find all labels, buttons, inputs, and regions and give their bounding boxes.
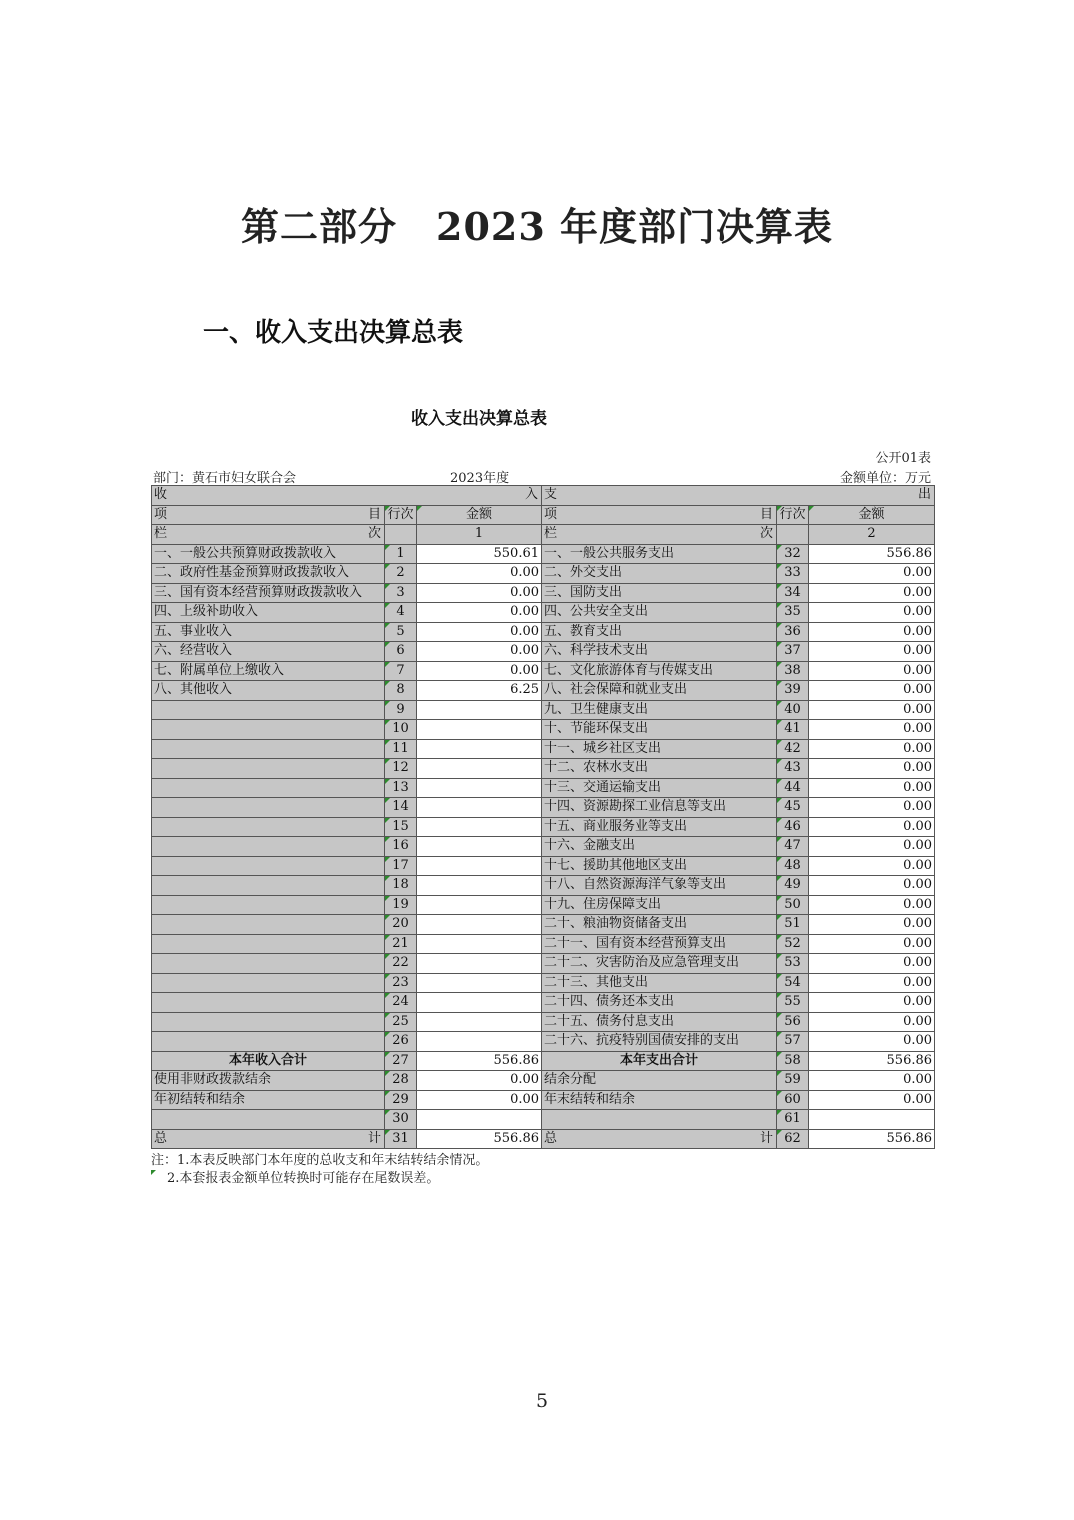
table-row <box>152 876 935 896</box>
expense-row-number: 32 <box>777 544 809 564</box>
income-row-number: 1 <box>385 544 417 564</box>
expense-amount-cell: 0.00 <box>809 700 935 720</box>
expense-row-number: 37 <box>777 642 809 662</box>
expense-item-cell: 三、国防支出 <box>542 583 777 603</box>
income-item-cell <box>152 739 385 759</box>
header-row-1 <box>152 486 935 506</box>
expense-row-number: 57 <box>777 1032 809 1052</box>
expense-amount-cell: 0.00 <box>809 934 935 954</box>
income-item-cell <box>152 934 385 954</box>
income-row-number: 26 <box>385 1032 417 1052</box>
income-row-number: 8 <box>385 681 417 701</box>
income-row-number: 3 <box>385 583 417 603</box>
table-row <box>152 720 935 740</box>
amount-unit: 金额单位：万元 <box>839 471 931 486</box>
table-row <box>152 993 935 1013</box>
income-item-cell <box>152 1032 385 1052</box>
table-row <box>152 603 935 623</box>
expense-item-cell: 一、一般公共服务支出 <box>542 544 777 564</box>
income-total-label-left: 总 <box>154 1130 168 1146</box>
income-amount-cell <box>417 973 542 993</box>
income-row-number: 20 <box>385 915 417 935</box>
income-item-cell <box>152 700 385 720</box>
income-item-cell <box>152 993 385 1013</box>
expense-item-cell: 十一、城乡社区支出 <box>542 739 777 759</box>
income-item-cell: 本年收入合计 <box>152 1051 385 1071</box>
income-amount-cell <box>417 720 542 740</box>
table-row <box>152 564 935 584</box>
income-amount-cell <box>417 895 542 915</box>
expense-amount-cell: 0.00 <box>809 778 935 798</box>
expense-amount-cell: 0.00 <box>809 1012 935 1032</box>
expense-row-number: 40 <box>777 700 809 720</box>
expense-amount-cell: 0.00 <box>809 1071 935 1091</box>
subtotal-row <box>152 1051 935 1071</box>
income-amount-cell <box>417 798 542 818</box>
table-notes <box>151 1152 488 1188</box>
expense-item-cell: 五、教育支出 <box>542 622 777 642</box>
expense-amount-cell: 0.00 <box>809 661 935 681</box>
income-amount-cell <box>417 837 542 857</box>
income-row-number: 23 <box>385 973 417 993</box>
expense-item-header <box>542 505 777 525</box>
expense-amount-cell: 0.00 <box>809 1032 935 1052</box>
table-row <box>152 778 935 798</box>
table-row <box>152 583 935 603</box>
expense-amount-cell: 0.00 <box>809 622 935 642</box>
expense-header-left: 支 <box>544 487 558 503</box>
expense-amount-cell: 0.00 <box>809 642 935 662</box>
table-row <box>152 681 935 701</box>
income-row-number: 7 <box>385 661 417 681</box>
income-item-cell <box>152 954 385 974</box>
income-column-blank <box>385 525 417 545</box>
income-amount-cell <box>417 1032 542 1052</box>
expense-row-number: 61 <box>777 1110 809 1130</box>
note-1: 注：1.本表反映部门本年度的总收支和年末结转结余情况。 <box>151 1153 489 1168</box>
income-column-number: 1 <box>417 525 542 545</box>
income-amount-cell <box>417 778 542 798</box>
expense-column-label <box>542 525 777 545</box>
expense-row-number: 36 <box>777 622 809 642</box>
expense-amount-cell: 0.00 <box>809 798 935 818</box>
income-header-cell <box>152 486 542 506</box>
expense-amount-cell: 556.86 <box>809 1051 935 1071</box>
table-row <box>152 1110 935 1130</box>
income-row-number: 24 <box>385 993 417 1013</box>
income-total-label-right: 计 <box>367 1130 381 1146</box>
table-row <box>152 700 935 720</box>
income-header-left: 收 <box>154 487 168 503</box>
income-row-number: 11 <box>385 739 417 759</box>
expense-amount-header: 金额 <box>809 505 935 525</box>
expense-total-amount: 556.86 <box>809 1129 935 1149</box>
income-amount-cell <box>417 759 542 779</box>
table-row <box>152 1012 935 1032</box>
table-row <box>152 934 935 954</box>
income-row-number: 4 <box>385 603 417 623</box>
income-amount-cell <box>417 1110 542 1130</box>
income-expense-table <box>151 485 935 1149</box>
income-item-cell: 六、经营收入 <box>152 642 385 662</box>
expense-item-cell: 十四、资源勘探工业信息等支出 <box>542 798 777 818</box>
expense-row-number: 62 <box>777 1129 809 1149</box>
expense-amount-cell: 0.00 <box>809 1090 935 1110</box>
income-column-label-right: 次 <box>367 526 381 541</box>
income-item-cell <box>152 798 385 818</box>
expense-row-number: 42 <box>777 739 809 759</box>
expense-item-cell: 六、科学技术支出 <box>542 642 777 662</box>
expense-amount-cell: 0.00 <box>809 993 935 1013</box>
expense-row-number: 47 <box>777 837 809 857</box>
form-code: 公开01表 <box>875 451 931 466</box>
expense-row-number: 33 <box>777 564 809 584</box>
expense-row-number: 60 <box>777 1090 809 1110</box>
expense-item-cell: 二十三、其他支出 <box>542 973 777 993</box>
income-row-number: 2 <box>385 564 417 584</box>
expense-item-cell <box>542 1110 777 1130</box>
income-row-no-header: 行次 <box>385 505 417 525</box>
income-item-header-right: 目 <box>367 506 381 522</box>
income-amount-cell <box>417 934 542 954</box>
expense-column-blank <box>777 525 809 545</box>
table-row <box>152 856 935 876</box>
income-item-cell <box>152 915 385 935</box>
expense-item-cell: 二十二、灾害防治及应急管理支出 <box>542 954 777 974</box>
expense-item-cell: 结余分配 <box>542 1071 777 1091</box>
income-item-cell <box>152 817 385 837</box>
income-row-number: 12 <box>385 759 417 779</box>
expense-row-no-header: 行次 <box>777 505 809 525</box>
income-header-right: 入 <box>525 487 539 502</box>
note-2: 2.本套报表金额单位转换时可能存在尾数误差。 <box>151 1170 488 1188</box>
table-row <box>152 837 935 857</box>
income-amount-cell: 0.00 <box>417 642 542 662</box>
table-row <box>152 661 935 681</box>
income-item-cell <box>152 720 385 740</box>
expense-row-number: 35 <box>777 603 809 623</box>
expense-total-label-right: 计 <box>760 1130 774 1146</box>
income-row-number: 30 <box>385 1110 417 1130</box>
income-row-number: 22 <box>385 954 417 974</box>
expense-row-number: 41 <box>777 720 809 740</box>
income-amount-cell <box>417 700 542 720</box>
income-total-amount: 556.86 <box>417 1129 542 1149</box>
income-item-cell <box>152 856 385 876</box>
income-row-number: 16 <box>385 837 417 857</box>
income-amount-cell <box>417 856 542 876</box>
expense-row-number: 51 <box>777 915 809 935</box>
expense-column-label-right: 次 <box>760 526 774 541</box>
table-row <box>152 817 935 837</box>
table-row <box>152 1071 935 1091</box>
income-amount-cell: 0.00 <box>417 622 542 642</box>
income-amount-cell: 0.00 <box>417 1090 542 1110</box>
expense-amount-cell <box>809 1110 935 1130</box>
expense-header-cell <box>542 486 935 506</box>
income-item-cell <box>152 759 385 779</box>
income-total-label <box>152 1129 385 1149</box>
income-row-number: 10 <box>385 720 417 740</box>
income-row-number: 28 <box>385 1071 417 1091</box>
expense-row-number: 54 <box>777 973 809 993</box>
expense-row-number: 49 <box>777 876 809 896</box>
page-number: 5 <box>535 1390 549 1412</box>
expense-item-cell: 七、文化旅游体育与传媒支出 <box>542 661 777 681</box>
expense-item-cell: 十六、金融支出 <box>542 837 777 857</box>
expense-item-cell: 十九、住房保障支出 <box>542 895 777 915</box>
table-row <box>152 1090 935 1110</box>
income-item-cell <box>152 778 385 798</box>
expense-item-cell: 二十五、债务付息支出 <box>542 1012 777 1032</box>
income-row-number: 5 <box>385 622 417 642</box>
income-item-cell <box>152 895 385 915</box>
expense-item-cell: 二十六、抗疫特别国债安排的支出 <box>542 1032 777 1052</box>
income-item-cell: 七、附属单位上缴收入 <box>152 661 385 681</box>
expense-item-cell: 十七、援助其他地区支出 <box>542 856 777 876</box>
income-item-cell: 二、政府性基金预算财政拨款收入 <box>152 564 385 584</box>
income-amount-cell <box>417 739 542 759</box>
expense-amount-cell: 0.00 <box>809 817 935 837</box>
section-title: 一、收入支出决算总表 <box>203 318 464 348</box>
expense-item-cell: 二十四、债务还本支出 <box>542 993 777 1013</box>
expense-item-cell: 九、卫生健康支出 <box>542 700 777 720</box>
expense-item-cell: 十八、自然资源海洋气象等支出 <box>542 876 777 896</box>
income-row-number: 29 <box>385 1090 417 1110</box>
income-item-cell <box>152 837 385 857</box>
income-amount-cell <box>417 954 542 974</box>
table-row <box>152 954 935 974</box>
expense-row-number: 43 <box>777 759 809 779</box>
table-row <box>152 544 935 564</box>
expense-amount-cell: 0.00 <box>809 759 935 779</box>
income-item-header <box>152 505 385 525</box>
expense-row-number: 56 <box>777 1012 809 1032</box>
expense-item-cell: 二十一、国有资本经营预算支出 <box>542 934 777 954</box>
expense-item-cell: 八、社会保障和就业支出 <box>542 681 777 701</box>
header-row-2 <box>152 505 935 525</box>
expense-row-number: 38 <box>777 661 809 681</box>
expense-amount-cell: 0.00 <box>809 564 935 584</box>
income-item-cell: 八、其他收入 <box>152 681 385 701</box>
expense-item-cell: 四、公共安全支出 <box>542 603 777 623</box>
income-item-cell: 四、上级补助收入 <box>152 603 385 623</box>
expense-item-header-left: 项 <box>544 506 558 522</box>
expense-item-cell: 年末结转和结余 <box>542 1090 777 1110</box>
expense-item-cell: 十、节能环保支出 <box>542 720 777 740</box>
expense-amount-cell: 0.00 <box>809 681 935 701</box>
income-item-cell <box>152 1110 385 1130</box>
expense-row-number: 34 <box>777 583 809 603</box>
income-amount-cell <box>417 993 542 1013</box>
expense-item-cell: 二、外交支出 <box>542 564 777 584</box>
expense-row-number: 59 <box>777 1071 809 1091</box>
income-row-number: 9 <box>385 700 417 720</box>
expense-column-label-left: 栏 <box>544 526 558 542</box>
table-row <box>152 739 935 759</box>
expense-amount-cell: 0.00 <box>809 973 935 993</box>
income-row-number: 19 <box>385 895 417 915</box>
income-item-cell: 一、一般公共预算财政拨款收入 <box>152 544 385 564</box>
income-amount-cell <box>417 876 542 896</box>
table-row <box>152 1032 935 1052</box>
income-amount-cell: 550.61 <box>417 544 542 564</box>
income-amount-cell <box>417 817 542 837</box>
income-amount-cell: 6.25 <box>417 681 542 701</box>
expense-row-number: 46 <box>777 817 809 837</box>
income-amount-cell: 0.00 <box>417 603 542 623</box>
expense-row-number: 52 <box>777 934 809 954</box>
income-item-cell <box>152 876 385 896</box>
expense-amount-cell: 0.00 <box>809 837 935 857</box>
expense-amount-cell: 0.00 <box>809 895 935 915</box>
income-row-number: 17 <box>385 856 417 876</box>
income-row-number: 6 <box>385 642 417 662</box>
expense-row-number: 58 <box>777 1051 809 1071</box>
expense-item-cell: 十二、农林水支出 <box>542 759 777 779</box>
fiscal-year: 2023年度 <box>450 471 510 486</box>
income-row-number: 27 <box>385 1051 417 1071</box>
expense-item-cell: 二十、粮油物资储备支出 <box>542 915 777 935</box>
expense-amount-cell: 0.00 <box>809 603 935 623</box>
income-amount-cell <box>417 915 542 935</box>
expense-total-label <box>542 1129 777 1149</box>
expense-total-label-left: 总 <box>544 1130 558 1146</box>
expense-row-number: 55 <box>777 993 809 1013</box>
income-column-label-left: 栏 <box>154 526 168 542</box>
total-row <box>152 1129 935 1149</box>
expense-amount-cell: 0.00 <box>809 954 935 974</box>
expense-amount-cell: 0.00 <box>809 720 935 740</box>
expense-row-number: 53 <box>777 954 809 974</box>
income-amount-cell <box>417 1012 542 1032</box>
header-row-3 <box>152 525 935 545</box>
income-row-number: 31 <box>385 1129 417 1149</box>
table-row <box>152 642 935 662</box>
table-row <box>152 759 935 779</box>
income-amount-cell: 0.00 <box>417 661 542 681</box>
income-amount-cell: 0.00 <box>417 583 542 603</box>
expense-amount-cell: 0.00 <box>809 856 935 876</box>
income-amount-cell: 556.86 <box>417 1051 542 1071</box>
expense-item-cell: 十三、交通运输支出 <box>542 778 777 798</box>
expense-item-cell: 本年支出合计 <box>542 1051 777 1071</box>
part-title: 第二部分 2023 年度部门决算表 <box>241 204 833 249</box>
table-row <box>152 973 935 993</box>
expense-amount-cell: 0.00 <box>809 876 935 896</box>
income-row-number: 14 <box>385 798 417 818</box>
income-amount-header: 金额 <box>417 505 542 525</box>
expense-amount-cell: 0.00 <box>809 915 935 935</box>
table-row <box>152 915 935 935</box>
expense-amount-cell: 556.86 <box>809 544 935 564</box>
expense-amount-cell: 0.00 <box>809 739 935 759</box>
income-row-number: 18 <box>385 876 417 896</box>
income-item-cell <box>152 973 385 993</box>
income-column-label <box>152 525 385 545</box>
income-item-header-left: 项 <box>154 506 168 522</box>
income-item-cell: 年初结转和结余 <box>152 1090 385 1110</box>
income-row-number: 21 <box>385 934 417 954</box>
table-row <box>152 895 935 915</box>
expense-item-cell: 十五、商业服务业等支出 <box>542 817 777 837</box>
expense-header-right: 出 <box>918 487 932 502</box>
income-row-number: 13 <box>385 778 417 798</box>
table-row <box>152 798 935 818</box>
table-title: 收入支出决算总表 <box>411 409 547 429</box>
income-item-cell <box>152 1012 385 1032</box>
expense-row-number: 48 <box>777 856 809 876</box>
expense-row-number: 44 <box>777 778 809 798</box>
expense-row-number: 45 <box>777 798 809 818</box>
expense-item-header-right: 目 <box>760 506 774 522</box>
income-item-cell: 五、事业收入 <box>152 622 385 642</box>
department-label: 部门：黄石市妇女联合会 <box>153 471 297 486</box>
income-item-cell: 使用非财政拨款结余 <box>152 1071 385 1091</box>
expense-row-number: 39 <box>777 681 809 701</box>
income-item-cell: 三、国有资本经营预算财政拨款收入 <box>152 583 385 603</box>
income-row-number: 25 <box>385 1012 417 1032</box>
expense-row-number: 50 <box>777 895 809 915</box>
expense-column-number: 2 <box>809 525 935 545</box>
expense-amount-cell: 0.00 <box>809 583 935 603</box>
income-row-number: 15 <box>385 817 417 837</box>
table-row <box>152 622 935 642</box>
income-amount-cell: 0.00 <box>417 1071 542 1091</box>
income-amount-cell: 0.00 <box>417 564 542 584</box>
